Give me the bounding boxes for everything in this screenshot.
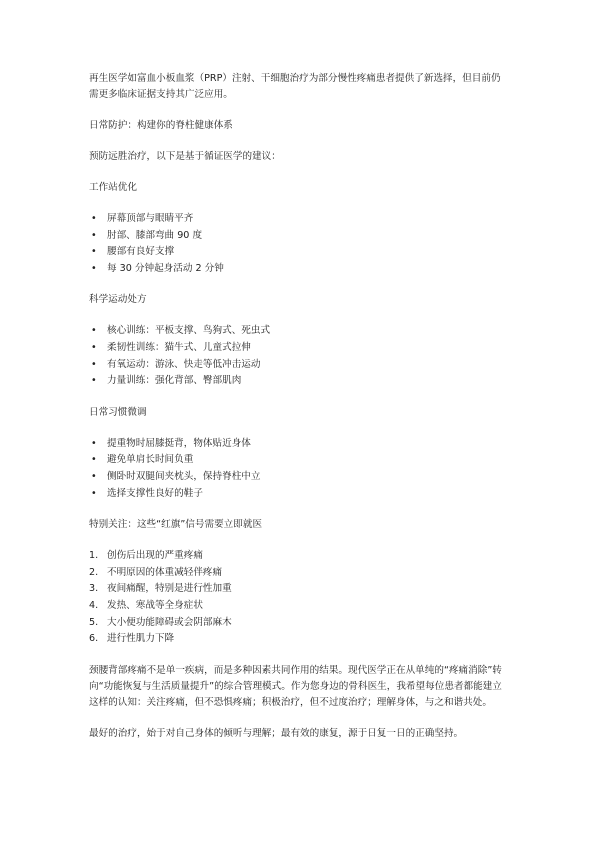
closing-line: 最好的治疗，始于对自己身体的倾听与理解；最有效的康复，源于日复一日的正确坚持。	[89, 727, 464, 739]
list-item	[89, 469, 509, 486]
list-item	[89, 340, 509, 357]
list-item-text: 屏幕顶部与眼睛平齐	[107, 213, 194, 224]
bullet-icon: •	[91, 375, 97, 387]
list-item-text: 不明原因的体重减轻伴疼痛	[107, 566, 223, 578]
list-item	[89, 228, 509, 245]
list-item-text: 肘部、膝部弯曲 90 度	[107, 229, 203, 241]
bullet-icon: •	[91, 470, 97, 482]
red-flags-heading: 特别关注：这些“红旗”信号需要立即就医	[89, 519, 263, 531]
list-item-text: 核心训练：平板支撑、鸟狗式、死虫式	[107, 325, 271, 337]
list-item	[89, 211, 509, 228]
list-item	[89, 452, 509, 469]
list-item	[89, 261, 509, 278]
bullet-icon: •	[91, 262, 97, 274]
bullet-icon: •	[91, 358, 97, 370]
exercise-heading: 科学运动处方	[89, 294, 147, 306]
habits-heading: 日常习惯微调	[89, 406, 147, 418]
list-number: 1.	[89, 550, 99, 562]
list-item	[89, 486, 509, 503]
list-number: 3.	[89, 583, 99, 595]
list-item	[89, 598, 509, 615]
list-item-text: 发热、寒战等全身症状	[107, 599, 203, 611]
list-item-text: 创伤后出现的严重疼痛	[107, 550, 203, 562]
bullet-icon: •	[91, 341, 97, 353]
list-number: 4.	[89, 599, 99, 611]
red-flags-list	[89, 548, 509, 648]
list-item-text: 腰部有良好支撑	[107, 246, 175, 258]
bullet-icon: •	[91, 325, 97, 337]
list-item-text: 夜间痛醒，特别是进行性加重	[107, 583, 232, 595]
list-item	[89, 581, 509, 598]
list-number: 6.	[89, 633, 99, 645]
list-item	[89, 615, 509, 632]
section-title: 日常防护：构建你的脊柱健康体系	[89, 120, 233, 131]
list-item	[89, 631, 509, 648]
list-item-text: 大小便功能障碍或会阴部麻木	[107, 616, 232, 628]
list-item	[89, 565, 509, 582]
list-number: 5.	[89, 616, 99, 628]
list-item-text: 进行性肌力下降	[107, 633, 175, 645]
document-body	[89, 71, 509, 742]
list-item	[89, 548, 509, 565]
exercise-list	[89, 323, 509, 389]
list-number: 2.	[89, 566, 99, 578]
section-lead: 预防远胜治疗，以下是基于循证医学的建议：	[89, 151, 281, 162]
bullet-icon: •	[91, 437, 97, 449]
list-item-text: 柔韧性训练：猫牛式、儿童式拉伸	[107, 341, 251, 353]
list-item-text: 侧卧时双腿间夹枕头，保持脊柱中立	[107, 470, 261, 482]
list-item-text: 提重物时屈膝挺背，物体贴近身体	[107, 437, 251, 449]
list-item-text: 有氧运动：游泳、快走等低冲击运动	[107, 358, 261, 370]
list-item	[89, 323, 509, 340]
workstation-heading: 工作站优化	[89, 182, 137, 193]
list-item	[89, 436, 509, 453]
list-item	[89, 357, 509, 374]
bullet-icon: •	[91, 454, 97, 466]
list-item	[89, 373, 509, 390]
list-item-text: 力量训练：强化背部、臀部肌肉	[107, 375, 242, 387]
summary-paragraph: 颈腰背部疼痛不是单一疾病，而是多种因素共同作用的结果。现代医学正在从单纯的“疼痛消除”转向“功能恢复与生活质量提升”的综合管理模式。作为您身边的骨科医生，我希望每位患者都能建立这样的认知：关注疼痛，但不恐惧疼痛；积极治疗，但不过度治疗；理解身体，与之和谐共处。	[89, 664, 502, 708]
list-item-text: 每 30 分钟起身活动 2 分钟	[107, 262, 224, 274]
list-item	[89, 244, 509, 261]
list-item-text: 避免单肩长时间负重	[107, 454, 194, 466]
bullet-icon: •	[91, 229, 97, 241]
bullet-icon: •	[91, 246, 97, 258]
workstation-list	[89, 211, 509, 277]
habits-list	[89, 436, 509, 502]
intro-paragraph: 再生医学如富血小板血浆（PRP）注射、干细胞治疗为部分慢性疼痛患者提供了新选择，但目前仍需更多临床证据支持其广泛应用。	[89, 73, 501, 100]
list-item-text: 选择支撑性良好的鞋子	[107, 487, 203, 499]
bullet-icon: •	[91, 487, 97, 499]
bullet-icon: •	[91, 213, 97, 224]
